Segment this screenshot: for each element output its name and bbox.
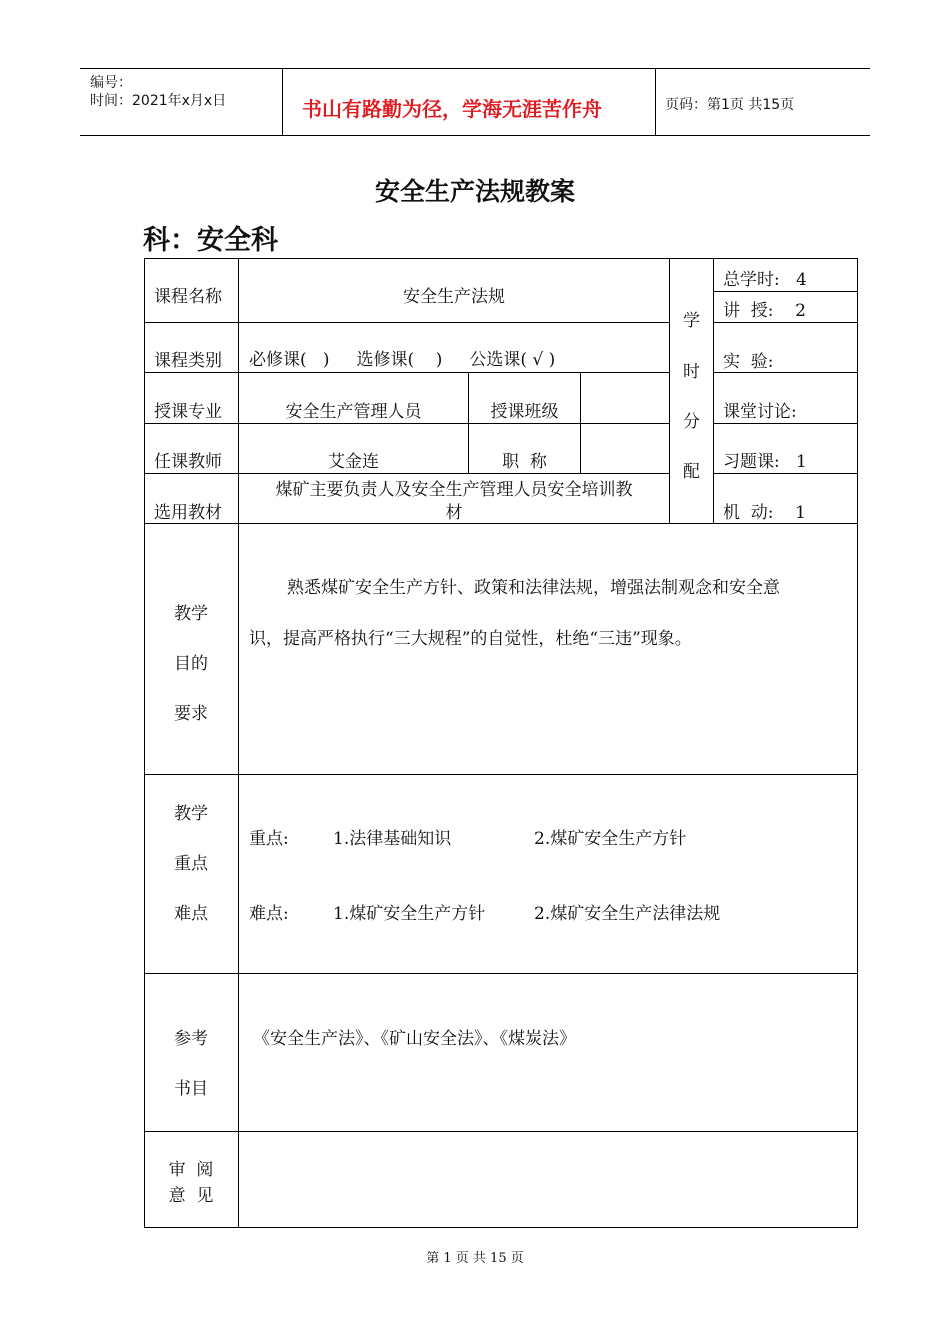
major-label: 授课专业: [154, 402, 222, 422]
hours-total: 总学时: 4: [723, 270, 807, 290]
objective-text-line-1: 熟悉煤矿安全生产方针、政策和法律法规，增强法制观念和安全意: [287, 578, 780, 598]
ref-label-line-2: 书目: [174, 1079, 208, 1099]
teacher-label: 任课教师: [154, 452, 222, 472]
col-line-hours-left: [669, 258, 670, 524]
hours-line-5: [713, 473, 858, 474]
col-line-mid-2: [580, 372, 581, 474]
difficult-point-1: 1.煤矿安全生产方针: [333, 904, 486, 924]
table-border-top: [144, 258, 858, 259]
key-label-line-2: 重点: [174, 854, 208, 874]
difficult-points-label: 难点:: [249, 904, 289, 924]
difficult-point-2: 2.煤矿安全生产法律法规: [534, 904, 721, 924]
row-line-4: [144, 473, 669, 474]
textbook-value-line2: 材: [445, 503, 463, 523]
table-border-right: [857, 258, 858, 1228]
hours-discussion: 课堂讨论:: [723, 402, 797, 422]
ref-label-line-1: 参考: [174, 1029, 208, 1049]
teacher-value: 艾金连: [328, 452, 379, 472]
hours-experiment: 实 验:: [723, 352, 774, 372]
course-type-label: 课程类别: [154, 351, 222, 371]
objective-label-line-3: 要求: [174, 704, 208, 724]
hours-label-char-1: 学: [683, 311, 700, 331]
objective-text-line-2: 识，提高严格执行“三大规程”的自觉性，杜绝“三违”现象。: [249, 629, 692, 649]
hours-line-4: [713, 423, 858, 424]
row-line-1: [144, 322, 669, 323]
row-line-3: [144, 423, 669, 424]
header-divider-2: [655, 68, 656, 136]
course-type-value: 必修课( ) 选修课( ) 公选课( √ ): [249, 350, 556, 370]
hours-line-1: [713, 291, 858, 292]
textbook-label: 选用教材: [154, 503, 222, 523]
row-line-references-top: [144, 973, 858, 974]
header-motto: 书山有路勤为径，学海无涯苦作舟: [302, 97, 602, 121]
row-line-review-top: [144, 1131, 858, 1132]
footer-page-number: 第 1 页 共 15 页: [426, 1251, 524, 1266]
hours-line-2: [713, 322, 858, 323]
table-border-bottom: [144, 1227, 858, 1228]
hours-label-char-3: 分: [683, 412, 700, 432]
hours-flexible: 机 动: 1: [723, 503, 806, 523]
header-bottom-rule: [80, 135, 870, 136]
course-name-label: 课程名称: [154, 287, 222, 307]
objective-label-line-1: 教学: [174, 604, 208, 624]
title-label: 职 称: [502, 452, 547, 472]
course-name-value: 安全生产法规: [403, 287, 505, 307]
hours-label-char-2: 时: [683, 362, 700, 382]
objective-label-line-2: 目的: [174, 654, 208, 674]
key-point-2: 2.煤矿安全生产方针: [534, 829, 687, 849]
row-line-objective-top: [144, 523, 858, 524]
document-subject: 科：安全科: [143, 225, 278, 256]
key-label-line-3: 难点: [174, 904, 208, 924]
major-value: 安全生产管理人员: [285, 402, 422, 422]
row-line-keypoints-top: [144, 774, 858, 775]
review-label-line-1: 审 阅: [168, 1160, 214, 1180]
key-point-1: 1.法律基础知识: [333, 829, 452, 849]
document-title: 安全生产法规教案: [374, 177, 575, 206]
hours-label-char-4: 配: [683, 462, 700, 482]
header-top-rule: [80, 68, 870, 69]
header-time-label: 时间：2021年x月x日: [90, 93, 227, 109]
row-line-2: [144, 372, 669, 373]
textbook-value-line1: 煤矿主要负责人及安全生产管理人员安全培训教: [275, 480, 633, 500]
header-page-info: 页码：第1页 共15页: [665, 97, 795, 113]
references-text: 《安全生产法》、《矿山安全法》、《煤炭法》: [253, 1029, 576, 1049]
key-label-line-1: 教学: [174, 804, 208, 824]
review-label-line-2: 意 见: [168, 1186, 214, 1206]
hours-lecture: 讲 授: 2: [723, 301, 806, 321]
hours-line-3: [713, 372, 858, 373]
header-number-label: 编号：: [90, 75, 132, 91]
header-divider-1: [282, 68, 283, 136]
hours-exercise: 习题课: 1: [723, 452, 807, 472]
class-label: 授课班级: [490, 402, 559, 422]
key-points-label: 重点:: [249, 829, 289, 849]
col-line-hours-right: [713, 258, 714, 524]
